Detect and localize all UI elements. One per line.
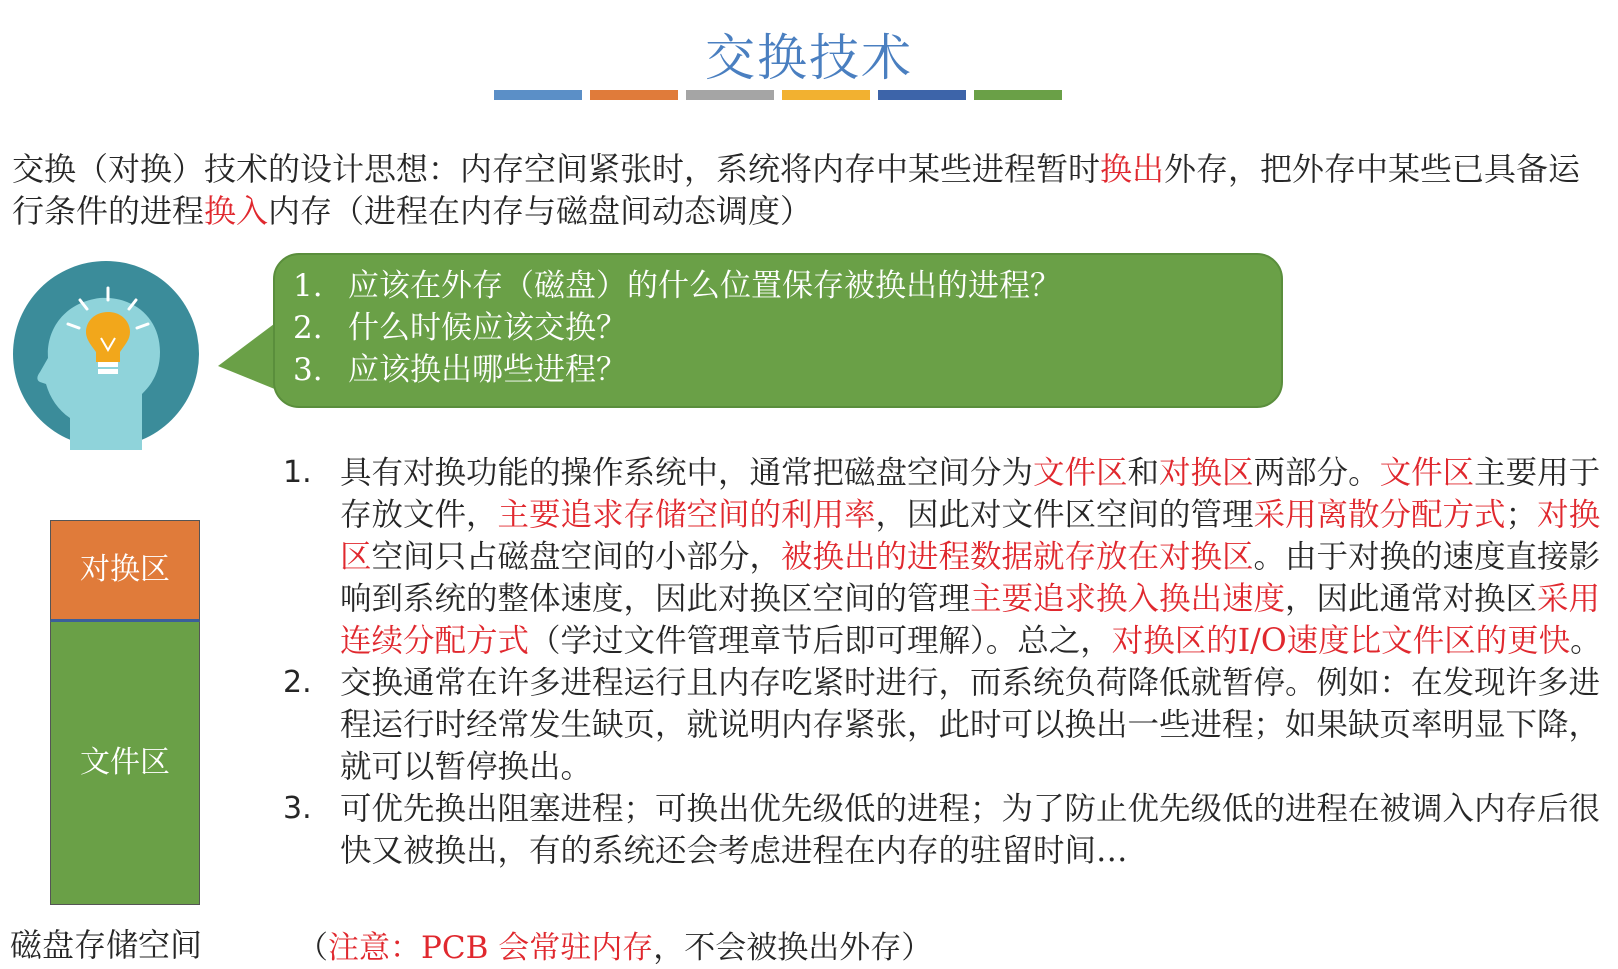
question-item	[293, 307, 1281, 349]
question-text: 应该在外存（磁盘）的什么位置保存被换出的进程？	[348, 268, 1061, 304]
pcb-note	[297, 928, 932, 968]
body-text: （	[297, 930, 328, 966]
item-number: 1.	[283, 455, 312, 490]
question-speech-bubble	[273, 253, 1283, 408]
head-with-lightbulb-icon	[10, 258, 202, 450]
title-underline-bar	[686, 90, 774, 100]
explanation-item	[283, 452, 1605, 662]
highlight-text: 对换区	[340, 497, 1601, 575]
body-text: 交换通常在许多进程运行且内存吃紧时进行，而系统负荷降低就暂停。例如：在发现许多进程运行时经常发生缺页，就说明内存紧张，此时可以换出一些进程；如果缺页率明显下降，就可以暂停换出。	[340, 665, 1601, 785]
body-text: 外存，把外存中某些已具备运行条件的进程	[12, 150, 1581, 230]
highlight-text: 文件区	[1033, 455, 1128, 491]
highlight-text: 对换区的I/O速度比文件区的更快	[1111, 623, 1571, 659]
body-text: （学过文件管理章节后即可理解）。总之，	[529, 623, 1112, 659]
highlight-text: 被换出的进程数据就存放在对换区	[781, 539, 1254, 575]
file-area-block: 文件区	[50, 622, 200, 905]
body-text: ，因此通常对换区	[1285, 581, 1538, 617]
highlight-text: 换出	[1100, 150, 1165, 188]
question-text: 应该换出哪些进程？	[348, 352, 627, 388]
slide-title: 交换技术	[705, 29, 913, 87]
disk-storage-caption: 磁盘存储空间	[10, 926, 203, 964]
question-item	[293, 265, 1281, 307]
highlight-text: 主要追求换入换出速度	[970, 581, 1286, 617]
body-text: 交换（对换）技术的设计思想：内存空间紧张时，系统将内存中某些进程暂时	[12, 150, 1101, 188]
question-number: 3.	[293, 352, 323, 388]
highlight-text: 对换区	[1159, 455, 1254, 491]
body-text: 两部分。	[1253, 455, 1380, 491]
swap-area-block: 对换区	[50, 520, 200, 622]
body-text: 和	[1127, 455, 1160, 491]
title-underline-bar	[878, 90, 966, 100]
body-text: ；	[1505, 497, 1538, 533]
body-text: ，不会被换出外存）	[653, 930, 933, 966]
question-text: 什么时候应该交换？	[348, 310, 627, 346]
highlight-text: 文件区	[1379, 455, 1475, 491]
title-underline-bar	[590, 90, 678, 100]
highlight-text: 换入	[204, 192, 269, 230]
item-number: 2.	[283, 665, 312, 700]
body-text: 。由于对换的速度直接影响到系统的整体速度，因此对换区空间的管理	[340, 539, 1601, 617]
highlight-text: 采用连续分配方式	[340, 581, 1601, 659]
body-text: 主要用于存放文件，	[340, 455, 1601, 533]
disk-storage-diagram	[50, 520, 200, 905]
intro-paragraph	[12, 148, 1608, 232]
body-text: 空间只占磁盘空间的小部分，	[371, 539, 782, 575]
highlight-text: 注意：PCB 会常驻内存	[328, 930, 654, 966]
question-item	[293, 349, 1281, 391]
title-underline-bar	[782, 90, 870, 100]
explanation-list	[283, 452, 1605, 872]
body-text: 内存（进程在内存与磁盘间动态调度）	[268, 192, 813, 230]
highlight-text: 采用离散分配方式	[1253, 497, 1506, 533]
title-underline-bar	[494, 90, 582, 100]
title-underline-bar	[974, 90, 1062, 100]
body-text: ，因此对文件区空间的管理	[875, 497, 1254, 533]
highlight-text: 主要追求存储空间的利用率	[497, 497, 876, 533]
body-text: 可优先换出阻塞进程；可换出优先级低的进程；为了防止优先级低的进程在被调入内存后很快又被换出，有的系统还会考虑进程在内存的驻留时间…	[340, 791, 1601, 869]
title-underline-bars	[494, 90, 1074, 101]
body-text: 。	[1570, 623, 1602, 659]
question-number: 2.	[293, 310, 323, 346]
item-number: 3.	[283, 791, 312, 826]
explanation-item	[283, 662, 1605, 788]
explanation-item	[283, 788, 1605, 872]
body-text: 具有对换功能的操作系统中，通常把磁盘空间分为	[340, 455, 1034, 491]
question-number: 1.	[293, 268, 323, 304]
